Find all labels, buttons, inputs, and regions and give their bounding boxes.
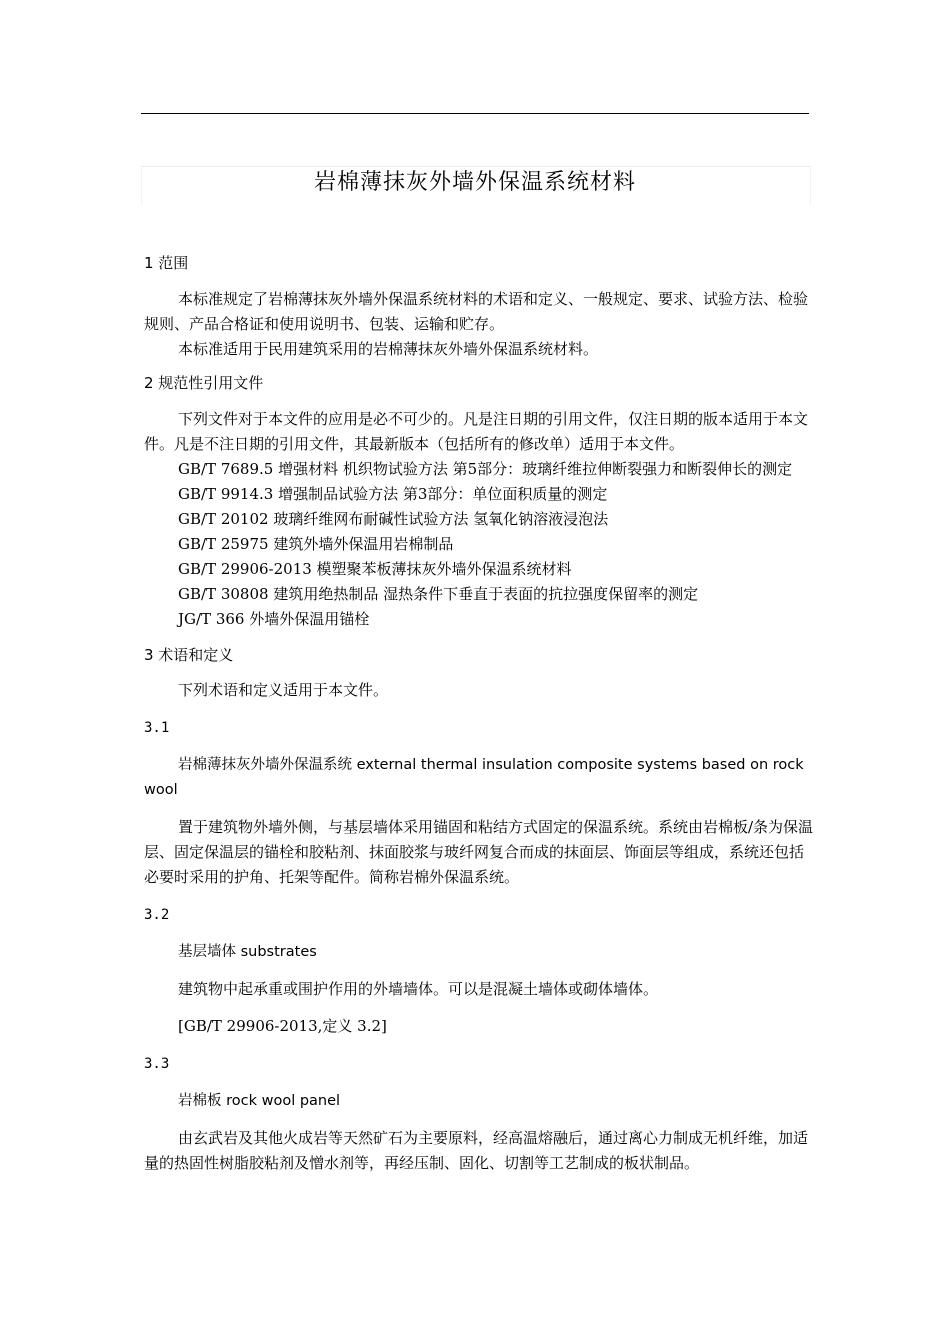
term-definition: 建筑物中起承重或围护作用的外墙墙体。可以是混凝土墙体或砌体墙体。 <box>178 980 659 998</box>
section-heading-scope: 1 范围 <box>144 254 189 272</box>
term-name: 岩棉板 rock wool panel <box>178 1093 341 1109</box>
term-source: [GB/T 29906-2013,定义 3.2] <box>178 1017 387 1035</box>
term-number: 3.1 <box>144 720 170 736</box>
reference-item: GB/T 30808 建筑用绝热制品 湿热条件下垂直于表面的抗拉强度保留率的测定 <box>178 585 699 603</box>
references-intro: 下列文件对于本文件的应用是必不可少的。凡是注日期的引用文件，仅注日期的版本适用于本文件。凡是不注日期的引用文件，其最新版本（包括所有的修改单）适用于本文件。 <box>144 410 809 453</box>
reference-item: GB/T 29906-2013 模塑聚苯板薄抹灰外墙外保温系统材料 <box>178 560 572 578</box>
term-definition: 置于建筑物外墙外侧，与基层墙体采用锚固和粘结方式固定的保温系统。系统由岩棉板/条为保温层、固定保温层的锚栓和胶粘剂、抹面胶浆与玻纤网复合而成的抹面层、饰面层等组成，系统还包括必要时采用的护角、托架等配件。简称岩棉外保温系统。 <box>144 818 814 886</box>
reference-item: GB/T 20102 玻璃纤维网布耐碱性试验方法 氢氧化钠溶液浸泡法 <box>178 510 609 528</box>
header-rule <box>141 113 809 114</box>
reference-item: GB/T 9914.3 增强制品试验方法 第3部分：单位面积质量的测定 <box>178 485 608 503</box>
scope-paragraph-1: 本标准规定了岩棉薄抹灰外墙外保温系统材料的术语和定义、一般规定、要求、试验方法、检验规则、产品合格证和使用说明书、包装、运输和贮存。 <box>144 290 809 333</box>
terms-intro: 下列术语和定义适用于本文件。 <box>178 681 389 699</box>
term-number: 3.3 <box>144 1056 170 1072</box>
term-definition: 由玄武岩及其他火成岩等天然矿石为主要原料，经高温熔融后，通过离心力制成无机纤维，加适量的热固性树脂胶粘剂及憎水剂等，再经压制、固化、切割等工艺制成的板状制品。 <box>144 1129 809 1172</box>
section-heading-normative-references: 2 规范性引用文件 <box>144 374 264 392</box>
document-title: 岩棉薄抹灰外墙外保温系统材料 <box>313 170 636 195</box>
scope-paragraph-2: 本标准适用于民用建筑采用的岩棉薄抹灰外墙外保温系统材料。 <box>178 340 599 358</box>
section-heading-terms-definitions: 3 术语和定义 <box>144 646 234 664</box>
term-name: 基层墙体 substrates <box>178 944 317 960</box>
document-body <box>144 252 814 1176</box>
reference-item: GB/T 25975 建筑外墙外保温用岩棉制品 <box>178 535 454 553</box>
term-number: 3.2 <box>144 907 170 923</box>
term-name: 岩棉薄抹灰外墙外保温系统 external thermal insulation composite systems based on rock wool <box>144 757 804 798</box>
reference-item: GB/T 7689.5 增强材料 机织物试验方法 第5部分：玻璃纤维拉伸断裂强力和断裂伸长的测定 <box>178 460 793 478</box>
reference-item: JG/T 366 外墙外保温用锚栓 <box>178 610 370 628</box>
